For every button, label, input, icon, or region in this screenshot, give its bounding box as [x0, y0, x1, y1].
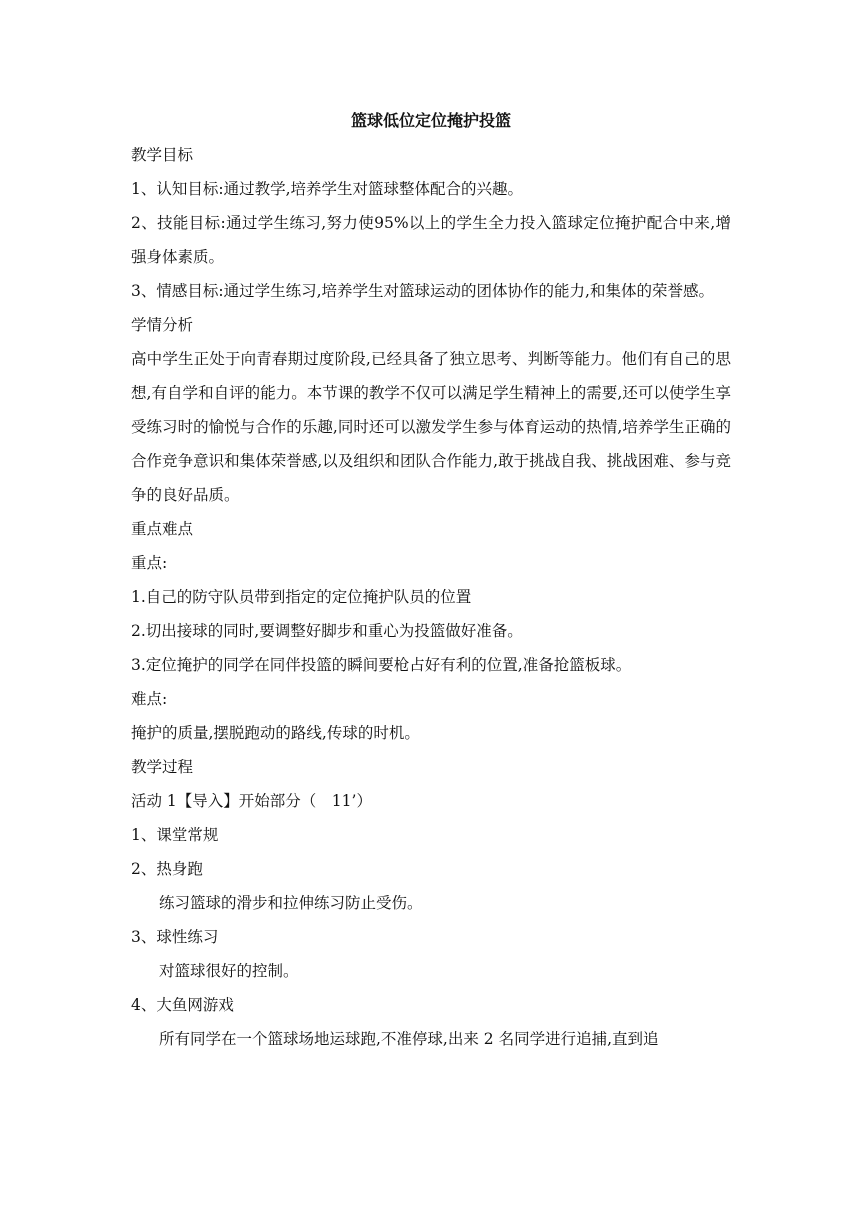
- process-step: 3、球性练习: [131, 928, 219, 946]
- document-title: 篮球低位定位掩护投篮: [350, 111, 511, 130]
- process-step: 1、课堂常规: [131, 826, 219, 844]
- key-point-item: 1.自己的防守队员带到指定的定位掩护队员的位置: [131, 588, 472, 606]
- key-point-item: 2.切出接球的同时,要调整好脚步和重心为投篮做好准备。: [131, 622, 523, 640]
- section-heading-analysis: 学情分析: [131, 316, 194, 334]
- process-step-detail: 对篮球很好的控制。: [159, 962, 299, 980]
- objective-item: 3、情感目标:通过学生练习,培养学生对篮球运动的团体协作的能力,和集体的荣誉感。: [131, 282, 714, 300]
- key-points-label: 重点:: [131, 554, 168, 572]
- section-heading-key-difficult: 重点难点: [131, 520, 194, 538]
- section-heading-objectives: 教学目标: [131, 146, 194, 164]
- activity-heading: 活动 1【导入】开始部分（ 11’）: [131, 792, 372, 810]
- objective-item: 1、认知目标:通过教学,培养学生对篮球整体配合的兴趣。: [131, 180, 524, 198]
- key-point-item: 3.定位掩护的同学在同伴投篮的瞬间要枪占好有利的位置,准备抢篮板球。: [131, 656, 632, 674]
- difficulty-text: 掩护的质量,摆脱跑动的路线,传球的时机。: [131, 724, 420, 742]
- analysis-paragraph: 高中学生正处于向青春期过度阶段,已经具备了独立思考、判断等能力。他们有自己的思想,有自学和自评的能力。本节课的教学不仅可以满足学生精神上的需要,还可以使学生享受练习时的愉悦与合作的乐趣,同时还可以激发学生参与体育运动的热情,培养学生正确的合作竞争意识和集体荣誉感,以及组织和团队合作能力,敢于挑战自我、挑战困难、参与竞争的良好品质。: [131, 350, 731, 504]
- process-step: 2、热身跑: [131, 860, 203, 878]
- difficulty-label: 难点:: [131, 690, 168, 708]
- document-page: [131, 104, 731, 1056]
- objective-item: 2、技能目标:通过学生练习,努力使95%以上的学生全力投入篮球定位掩护配合中来,增强身体素质。: [131, 214, 731, 266]
- process-step-detail: 所有同学在一个篮球场地运球跑,不准停球,出来 2 名同学进行追捕,直到追: [159, 1030, 659, 1048]
- process-step: 4、大鱼网游戏: [131, 996, 234, 1014]
- process-step-detail: 练习篮球的滑步和拉伸练习防止受伤。: [159, 894, 423, 912]
- section-heading-process: 教学过程: [131, 758, 194, 776]
